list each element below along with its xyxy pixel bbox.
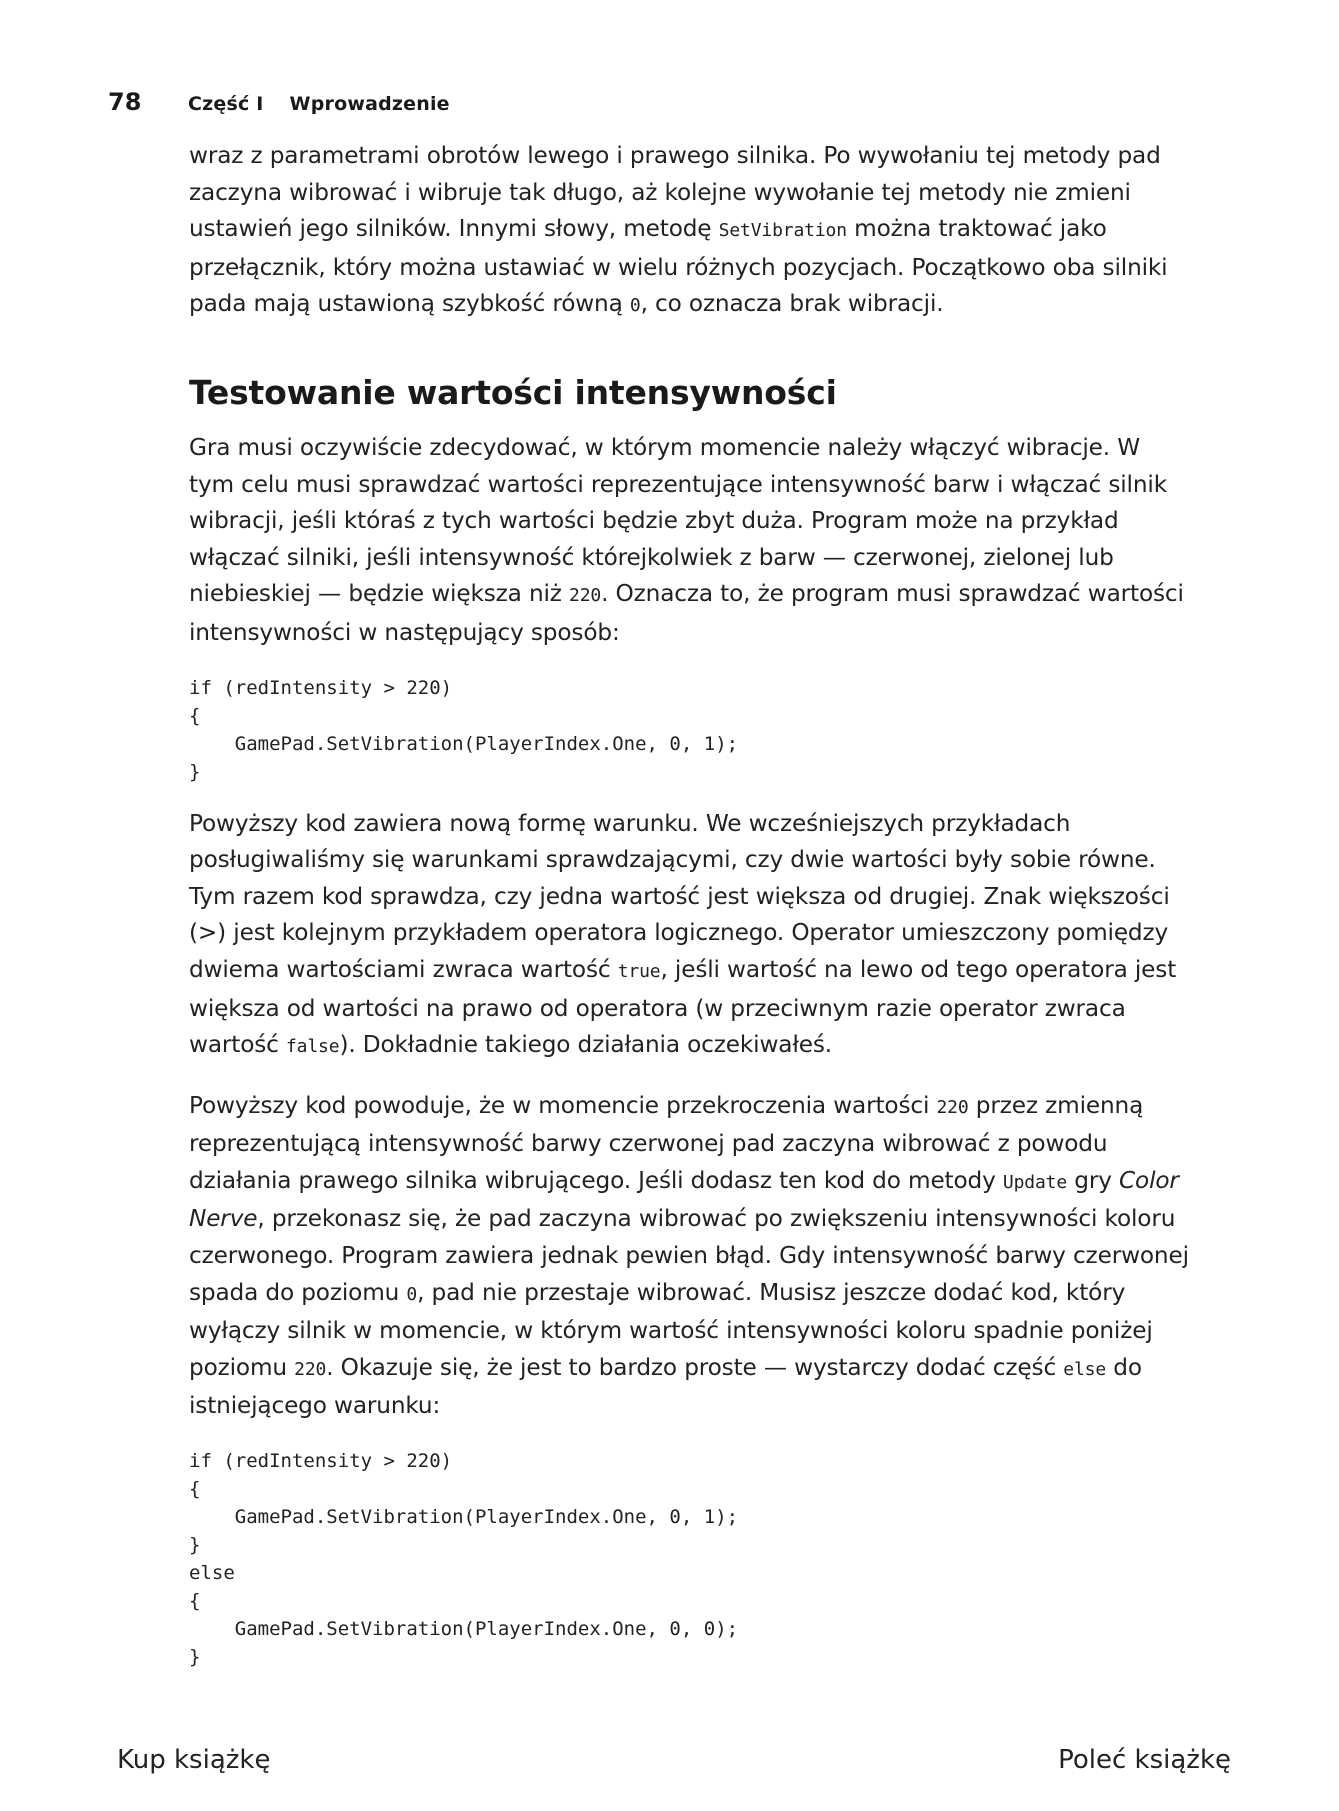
page-number: 78 bbox=[108, 88, 142, 116]
text: . Okazuje się, że jest to bardzo proste — wystarczy dodać część bbox=[326, 1353, 1064, 1381]
inline-code: false bbox=[286, 1036, 340, 1058]
text: . Oznacza to, że program musi sprawdzać wartości intensywności w następujący sposób: bbox=[189, 580, 1184, 646]
text: wraz z parametrami obrotów lewego i prawego silnika. Po wywołaniu tej metody pad zaczyna wibrować i wibruje tak długo, aż kolejne wywołanie tej metody nie zmieni ustawień jego silników. Innymi słowy, metodę bbox=[189, 142, 1161, 243]
code-block-1: if (redIntensity > 220) { GamePad.SetVibration(PlayerIndex.One, 0, 1); } bbox=[189, 676, 739, 783]
text: , przekonasz się, że pad zaczyna wibrować po zwiększeniu intensywności koloru czerwonego. Program zawiera jednak pewien błąd. Gdy intensywność barwy czerwonej spada do poziomu bbox=[189, 1205, 1189, 1306]
inline-code: 0 bbox=[629, 295, 641, 317]
paragraph-3 bbox=[189, 806, 1189, 1066]
text: Powyższy kod zawiera nową formę warunku. We wcześniejszych przykładach posługiwaliśmy się warunkami sprawdzającymi, czy dwie wartości były sobie równe. Tym razem kod sprawdza, czy jedna wartość jest większa od drugiej. Znak większości (>) jest kolejnym przykładem operatora logicznego. Operator umieszczony pomiędzy dwiema wartościami zwraca wartość bbox=[189, 809, 1170, 983]
text: do istniejącego warunku: bbox=[189, 1353, 1142, 1420]
paragraph-4 bbox=[189, 1088, 1189, 1425]
buy-book-link[interactable]: Kup książkę bbox=[117, 1745, 271, 1775]
text: , co oznacza brak wibracji. bbox=[640, 290, 944, 318]
chapter-label: Wprowadzenie bbox=[289, 93, 450, 115]
inline-code: 220 bbox=[294, 1358, 327, 1380]
text: , pad nie przestaje wibrować. Musisz jeszcze dodać kod, który wyłączy silnik w momencie, w którym wartość intensywności koloru spadnie poniżej poziomu bbox=[189, 1278, 1153, 1381]
text: Powyższy kod powoduje, że w momencie przekroczenia wartości bbox=[189, 1091, 937, 1119]
text: ). Dokładnie takiego działania oczekiwałeś. bbox=[339, 1031, 833, 1059]
running-header bbox=[108, 88, 450, 116]
inline-code: 220 bbox=[569, 585, 602, 607]
code-block-2: if (redIntensity > 220) { GamePad.SetVibration(PlayerIndex.One, 0, 1); } else { GamePad.SetVibration(PlayerIndex.One, 0, 0); } bbox=[189, 1450, 739, 1669]
paragraph-2 bbox=[189, 430, 1189, 652]
inline-code: true bbox=[617, 960, 661, 982]
inline-code: 0 bbox=[406, 1283, 418, 1305]
text: można traktować jako przełącznik, który można ustawiać w wielu różnych pozycjach. Początkowo oba silniki pada mają ustawioną szybkość równą bbox=[189, 215, 1168, 318]
inline-code: SetVibration bbox=[718, 220, 847, 242]
page-content bbox=[189, 140, 1189, 1671]
text: Gra musi oczywiście zdecydować, w którym momencie należy włączyć wibracje. W tym celu musi sprawdzać wartości reprezentujące intensywność barw i włączać silnik wibracji, jeśli któraś z tych wartości będzie zbyt duża. Program może na przykład włączać silniki, jeśli intensywność którejkolwiek z barw — czerwonej, zielonej lub niebieskiej — będzie większa niż bbox=[189, 433, 1167, 608]
text: gry bbox=[1067, 1166, 1119, 1194]
inline-code: Update bbox=[1002, 1171, 1068, 1193]
text: przez zmienną reprezentującą intensywność barwy czerwonej pad zaczyna wibrować z powodu działania prawego silnika wibrującego. Jeśli dodasz ten kod do metody bbox=[189, 1091, 1144, 1194]
section-heading: Testowanie wartości intensywności bbox=[189, 372, 837, 412]
part-label: Część I bbox=[188, 93, 264, 115]
inline-code: 220 bbox=[936, 1096, 969, 1118]
inline-code: else bbox=[1063, 1358, 1107, 1380]
paragraph-1 bbox=[189, 138, 1189, 325]
running-title bbox=[188, 93, 450, 115]
game-title: Color Nerve bbox=[189, 1166, 1179, 1233]
text: , jeśli wartość na lewo od tego operatora jest większa od wartości na prawo od operatora (w przeciwnym razie operator zwraca wartość bbox=[189, 955, 1177, 1059]
recommend-book-link[interactable]: Poleć książkę bbox=[1058, 1745, 1231, 1775]
